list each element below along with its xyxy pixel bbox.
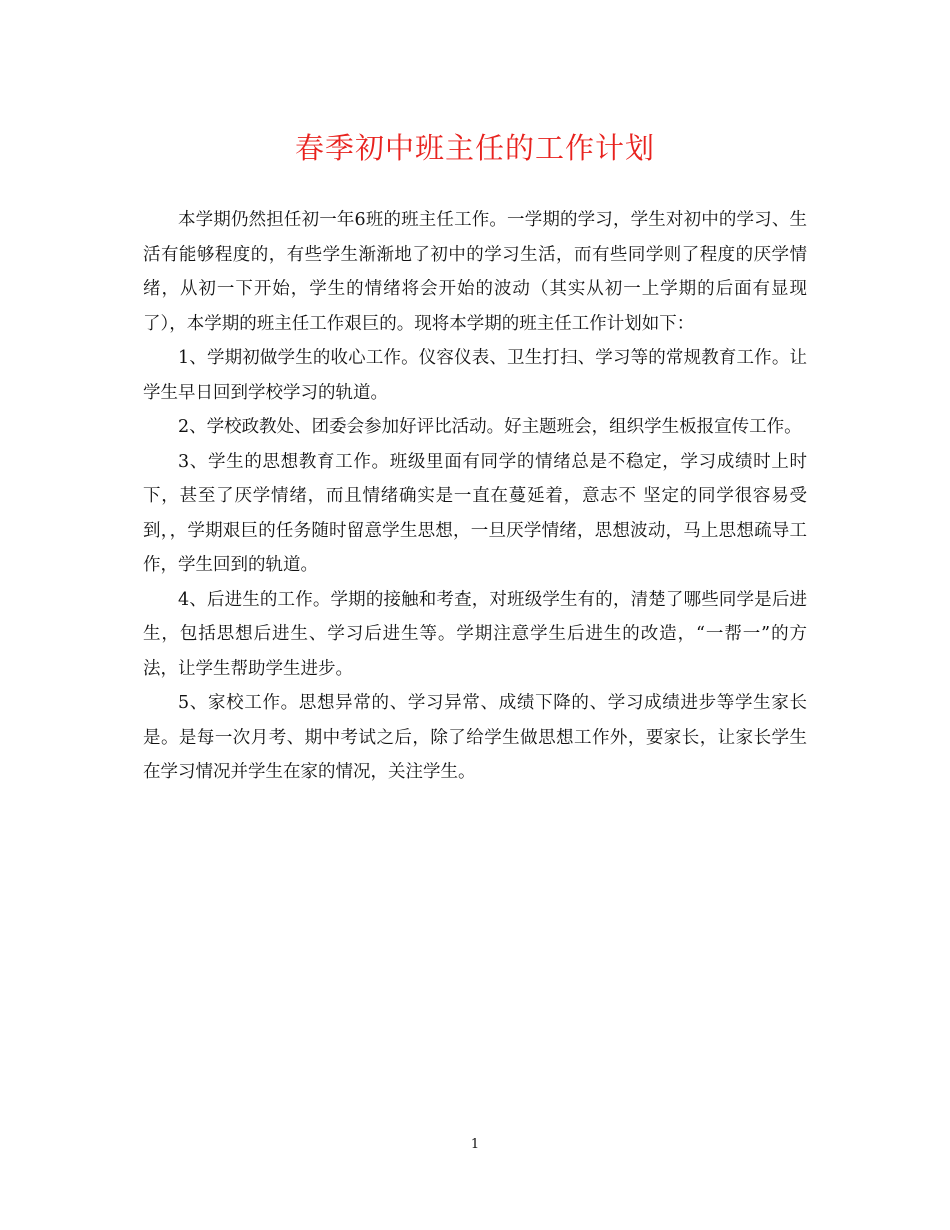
item-paragraph-3: 3、学生的思想教育工作。班级里面有同学的情绪总是不稳定，学习成绩时上时下，甚至了厌学情绪，而且情绪确实是一直在蔓延着，意志不 坚定的同学很容易受到，，学期艰巨的任务随时留意学生思想，一旦厌学情绪，思想波动，马上思想疏导工作，学生回到的轨道。 <box>143 451 807 575</box>
document-body <box>143 203 807 790</box>
item-paragraph-2: 2、学校政教处、团委会参加好评比活动。好主题班会，组织学生板报宣传工作。 <box>178 417 802 437</box>
item-paragraph-1: 1、学期初做学生的收心工作。仪容仪表、卫生打扫、学习等的常规教育工作。让学生早日回到学校学习的轨道。 <box>143 348 807 403</box>
page-number: 1 <box>470 1137 480 1152</box>
document-title: 春季初中班主任的工作计划 <box>294 131 655 165</box>
item-paragraph-4: 4、后进生的工作。学期的接触和考查，对班级学生有的，清楚了哪些同学是后进生，包括思想后进生、学习后进生等。学期注意学生后进生的改造，“一帮一”的方法，让学生帮助学生进步。 <box>143 589 807 679</box>
intro-paragraph: 本学期仍然担任初一年6班的班主任工作。一学期的学习，学生对初中的学习、生活有能够程度的，有些学生渐渐地了初中的学习生活，而有些同学则了程度的厌学情绪，从初一下开始，学生的情绪将会开始的波动（其实从初一上学期的后面有显现了），本学期的班主任工作艰巨的。现将本学期的班主任工作计划如下： <box>143 210 807 334</box>
item-paragraph-5: 5、家校工作。思想异常的、学习异常、成绩下降的、学习成绩进步等学生家长是。是每一次月考、期中考试之后，除了给学生做思想工作外，要家长，让家长学生在学习情况并学生在家的情况，关注学生。 <box>143 693 807 782</box>
